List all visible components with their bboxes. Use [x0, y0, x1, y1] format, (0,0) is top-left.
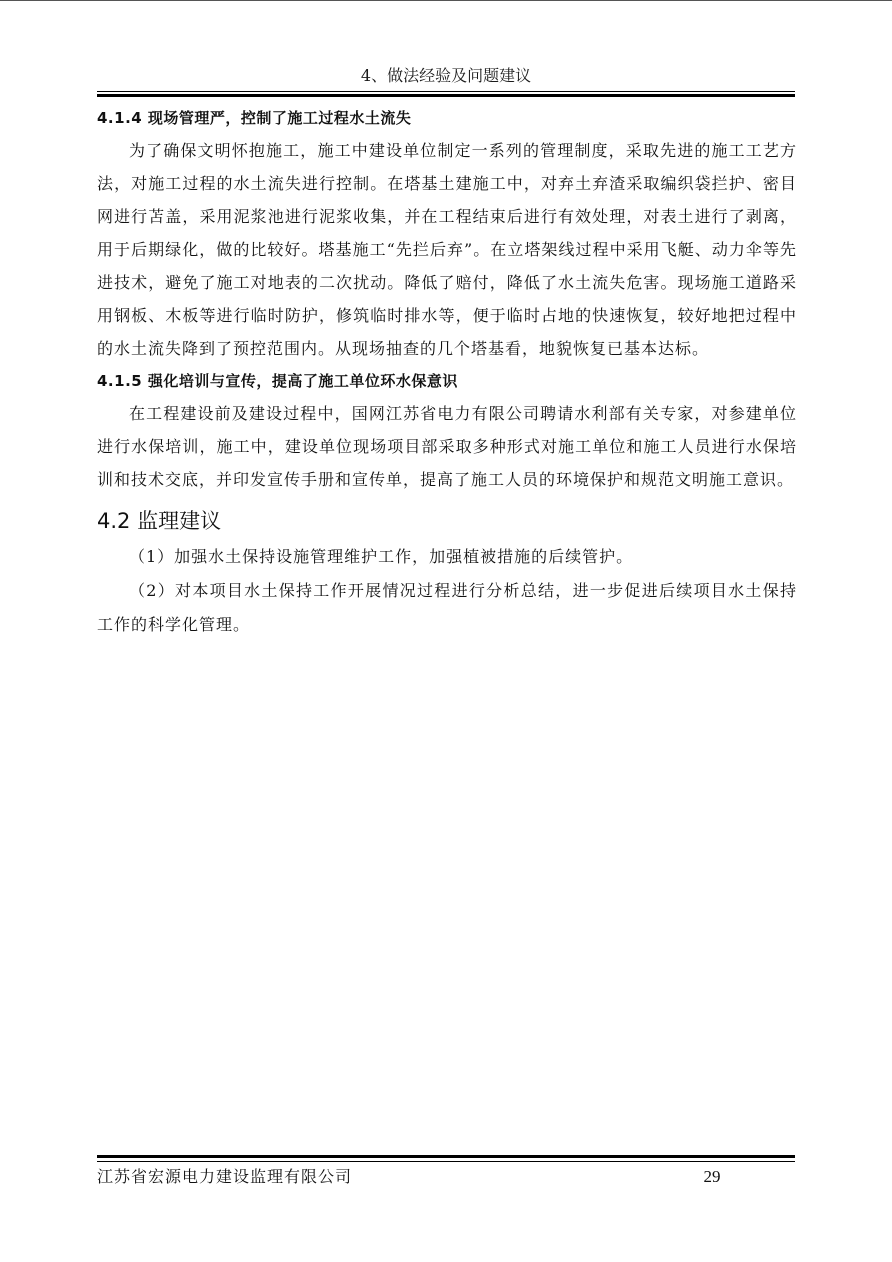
suggestion-item-1: （1）加强水土保持设施管理维护工作，加强植被措施的后续管护。 [129, 547, 634, 566]
page-header-title: 4、做法经验及问题建议 [360, 66, 532, 85]
footer-company-name: 江苏省宏源电力建设监理有限公司 [97, 1167, 353, 1186]
header-rule-thick [97, 94, 795, 97]
header-rule-thin [97, 91, 795, 92]
suggestion-item-2: （2）对本项目水土保持工作开展情况过程进行分析总结，进一步促进后续项目水土保持工作的科学化管理。 [97, 581, 797, 634]
paragraph-4-1-5: 在工程建设前及建设过程中，国网江苏省电力有限公司聘请水利部有关专家，对参建单位进行水保培训，施工中，建设单位现场项目部采取多种形式对施工单位和施工人员进行水保培训和技术交底，并印发宣传手册和宣传单，提高了施工人员的环境保护和规范文明施工意识。 [97, 404, 797, 489]
paragraph-4-1-4: 为了确保文明怀抱施工，施工中建设单位制定一系列的管理制度，采取先进的施工工艺方法，对施工过程的水土流失进行控制。在塔基土建施工中，对弃土弃渣采取编织袋拦护、密目网进行苫盖，采用泥浆池进行泥浆收集，并在工程结束后进行有效处理，对表土进行了剥离，用于后期绿化，做的比较好。塔基施工“先拦后弃”。在立塔架线过程中采用飞艇、动力伞等先进技术，避免了施工对地表的二次扰动。降低了赔付，降低了水土流失危害。现场施工道路采用钢板、木板等进行临时防护，修筑临时排水等，便于临时占地的快速恢复，较好地把过程中的水土流失降到了预控范围内。从现场抽查的几个塔基看，地貌恢复已基本达标。 [97, 141, 797, 358]
footer-rule-thin [97, 1161, 795, 1162]
document-body [97, 102, 797, 642]
section-heading-4-2: 4.2 监理建议 [97, 509, 222, 533]
section-heading-4-1-4: 4.1.4 现场管理严，控制了施工过程水土流失 [97, 109, 412, 127]
page-number: 29 [703, 1167, 721, 1186]
page-top-border [0, 0, 892, 1]
footer-rule-thick [97, 1155, 795, 1158]
section-heading-4-1-5: 4.1.5 强化培训与宣传，提高了施工单位环水保意识 [97, 372, 458, 390]
